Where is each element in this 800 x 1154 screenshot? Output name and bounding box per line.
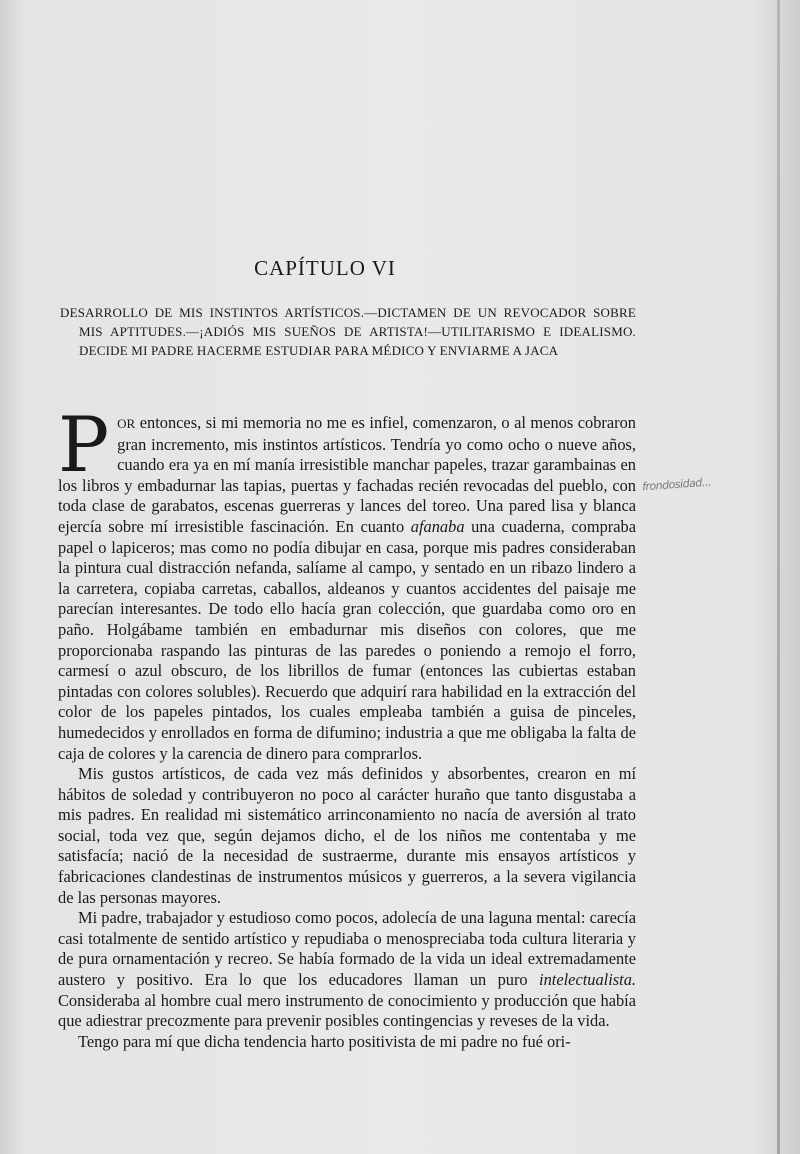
- summary-line-3: DECIDE MI PADRE HACERME ESTUDIAR PARA MÉDICO Y ENVIARME A JACA: [79, 343, 559, 358]
- paragraph-4: Tengo para mí que dicha tendencia harto positivista de mi padre no fué ori-: [78, 1031, 571, 1051]
- summary-line-2: MIS APTITUDES.—¡ADIÓS MIS SUEÑOS DE ARTISTA!—UTILITARISMO E IDEALISMO.: [79, 324, 636, 339]
- drop-cap: P: [58, 400, 110, 489]
- paragraph-3-text-b: Consideraba al hombre cual mero instrumento de conocimiento y producción que había que adiestrar precozmente para prevenir posibles contingencias y reveses de la vida.: [58, 990, 636, 1031]
- paragraph-1-text-b: una cuaderna, compraba papel o lapiceros; mas como no podía dibujar en casa, porque mis padres consideraban la pintura cual distracción nefanda, salíame al campo, y sentado en un ribazo lindero a la carretera, copiaba carretas, caballos, aldeanos y cuantos accidentes del paisaje me parecían interesantes. De todo ello hacía gran colección, que guardaba como oro en paño. Holgábame también en embadurnar mis diseños con colores, que me proporcionaba raspando las pinturas de las paredes o poniendo a remojo el forro, carmesí o azul obscuro, de los librillos de fumar (entonces las cubiertas estaban pintadas con colores solubles). Recuerdo que adquirí rara habilidad en la extracción del color de los papeles pintados, los cuales empleaba también a guisa de pinceles, humedecidos y enrollados en forma de difumino; industria a que me obligaba la falta de caja de colores y la carencia de dinero para comprarlos.: [58, 516, 636, 763]
- summary-line-1: DESARROLLO DE MIS INSTINTOS ARTÍSTICOS.—DICTAMEN DE UN REVOCADOR SOBRE: [60, 305, 636, 320]
- paragraph-2: Mis gustos artísticos, de cada vez más definidos y absorbentes, crearon en mí hábitos de soledad y contribuyeron no poco al carácter huraño que tanto disgustaba a mis padres. En realidad mi sistemático arrinconamiento no nacía de aversión al trato social, toda vez que, según dejamos dicho, el de los niños me contentaba y me satisfacía; nació de la necesidad de sustraerme, durante mis ensayos artísticos y fabricaciones clandestinas de instrumentos músicos y guerreros, a la severa vigilancia de las personas mayores.: [58, 764, 636, 907]
- paragraph-1: [58, 400, 636, 764]
- chapter-body: [58, 400, 636, 1052]
- paragraph-3-text-a: Mi padre, trabajador y estudioso como pocos, adolecía de una laguna mental: carecía casi totalmente de sentido artístico y repudiaba o menospreciaba toda cultura literaria y de pura ornamentación y recreo. Se había formado de la vida un ideal extremadamente austero y positivo. Era lo que los educadores llaman un puro: [58, 908, 636, 990]
- handwritten-margin-note: frondosidad...: [641, 475, 712, 494]
- chapter-summary: [60, 303, 636, 360]
- italic-word: intelectualista.: [539, 970, 636, 990]
- paragraph-1-text-a: entonces, si mi memoria no me es infiel, comenzaron, o al menos cobraron gran incremento, mis instintos artísticos. Tendría yo como ocho o nueve años, cuando era ya en mí manía irresistible manchar papeles, trazar garambainas en los libros y embadurnar las tapias, puertas y fachadas recién revocadas del pueblo, con toda clase de garabatos, escenas guerreras y lances del toreo. Una pared lisa y blanca ejercía sobre mí irresistible fascinación. En cuanto: [58, 413, 636, 536]
- italic-word: afanaba: [410, 516, 465, 536]
- book-gutter: [777, 0, 780, 1154]
- paragraph-3: [58, 908, 636, 1032]
- chapter-title: CAPÍTULO VI: [254, 256, 396, 280]
- small-caps-lead: OR: [117, 416, 136, 431]
